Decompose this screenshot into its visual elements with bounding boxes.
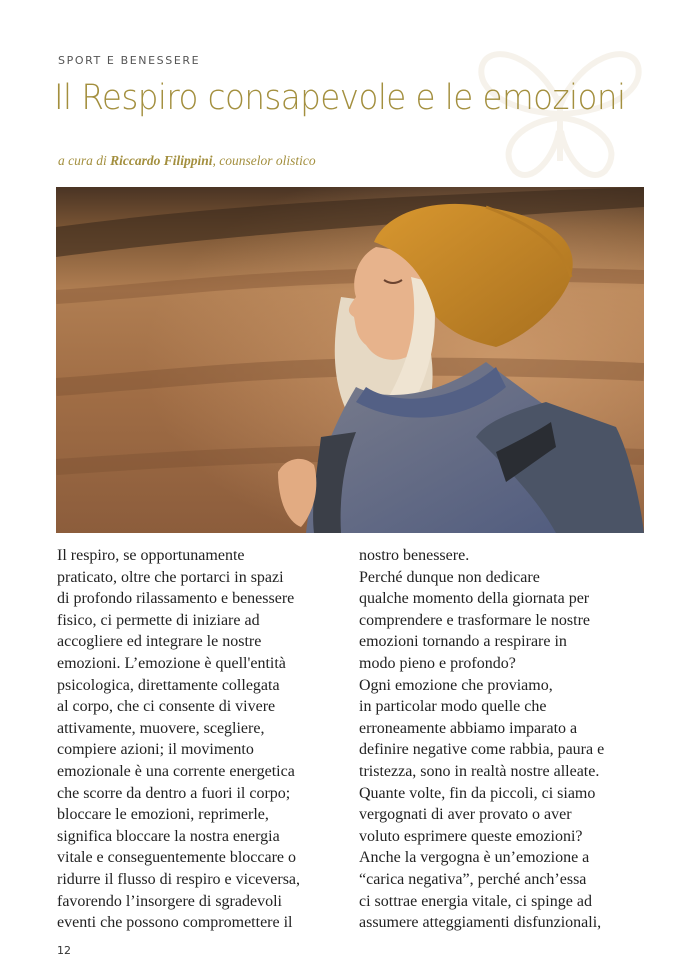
paragraph-line: emozioni tornando a respirare in [359,633,567,651]
paragraph-line: “carica negativa”, perché anch’essa [359,870,587,888]
paragraph-line: fisico, ci permette di iniziare ad [57,611,260,629]
author-name: Riccardo Filippini [110,153,213,168]
paragraph-line: attivamente, muovere, scegliere, [57,719,265,737]
paragraph-line: favorendo l’insorgere di sgradevoli [57,892,282,910]
paragraph-line: compiere azioni; il movimento [57,741,254,759]
paragraph-line: eventi che possono compromettere il [57,914,293,932]
article-photo [56,187,644,533]
paragraph-line: emozioni. L’emozione è quell'entità [57,654,286,672]
paragraph-line: Ogni emozione che proviamo, [359,676,553,694]
paragraph-line: vergognati di aver provato o aver [359,806,572,824]
paragraph-line: di profondo rilassamento e benessere [57,590,295,608]
paragraph-line: significa bloccare la nostra energia [57,827,280,845]
paragraph-line: che scorre da dentro a fuori il corpo; [57,784,291,802]
paragraph-line: accogliere ed integrare le nostre [57,633,262,651]
page-number: 12 [57,944,71,957]
paragraph-line: comprendere e trasformare le nostre [359,611,590,629]
paragraph-line: bloccare le emozioni, reprimerle, [57,806,269,824]
paragraph-line: vitale e conseguentemente bloccare o [57,849,296,867]
article-title: Il Respiro consapevole e le emozioni [54,78,626,118]
article-column-left [57,545,357,934]
byline [58,153,316,169]
paragraph-line: erroneamente abbiamo imparato a [359,719,578,737]
paragraph-line: al corpo, che ci consente di vivere [57,698,276,716]
paragraph-line: Anche la vergogna è un’emozione a [359,849,590,867]
author-role: , counselor olistico [212,153,316,168]
section-label: SPORT E BENESSERE [58,54,201,67]
paragraph-line: modo pieno e profondo? [359,654,516,672]
paragraph-line: voluto esprimere queste emozioni? [359,827,583,845]
paragraph-line: Quante volte, fin da piccoli, ci siamo [359,784,596,802]
paragraph-line: Il respiro, se opportunamente [57,547,245,564]
paragraph-line: praticato, oltre che portarci in spazi [57,568,284,586]
paragraph-line: tristezza, sono in realtà nostre alleate. [359,762,600,780]
paragraph-line: Perché dunque non dedicare [359,568,540,586]
paragraph-line: nostro benessere. [359,547,470,564]
paragraph-line: emozionale è una corrente energetica [57,762,295,780]
paragraph-line: in particolar modo quelle che [359,698,547,716]
paragraph-line: definire negative come rabbia, paura e [359,741,605,759]
paragraph-line: ci sottrae energia vitale, ci spinge ad [359,892,592,910]
article-column-right [359,545,659,934]
paragraph-line: assumere atteggiamenti disfunzionali, [359,914,602,932]
byline-prefix: a cura di [58,153,111,168]
paragraph-line: psicologica, direttamente collegata [57,676,280,694]
paragraph-line: ridurre il flusso di respiro e viceversa, [57,870,301,888]
paragraph-line: qualche momento della giornata per [359,590,590,608]
